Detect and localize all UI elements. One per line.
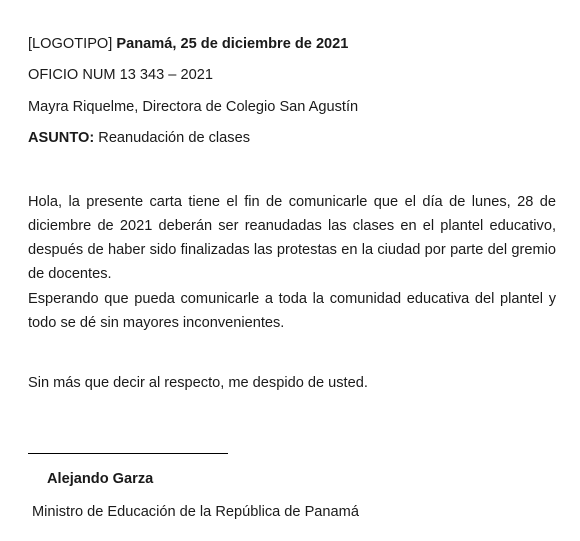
signer-title: Ministro de Educación de la República de Panamá bbox=[32, 504, 359, 520]
office-number: OFICIO NUM 13 343 – 2021 bbox=[28, 67, 213, 83]
body-paragraph-1: Hola, la presente carta tiene el fin de comunicarle que el día de lunes, 28 de diciembre de 2021 deberán ser reanudadas las clases en el plantel educativo, después de haber sido finalizadas las protestas en la ciudad por parte del gremio de docentes. bbox=[28, 194, 556, 282]
subject-label: ASUNTO: bbox=[28, 130, 95, 146]
header-line bbox=[28, 35, 348, 53]
body-paragraph-2: Esperando que pueda comunicarle a toda la comunidad educativa del plantel y todo se dé sin mayores inconvenientes. bbox=[28, 291, 556, 331]
signature-line bbox=[28, 453, 228, 454]
subject-line bbox=[28, 129, 250, 147]
closing-line: Sin más que decir al respecto, me despido de usted. bbox=[28, 375, 368, 391]
signer-name: Alejando Garza bbox=[47, 471, 154, 487]
place-date: Panamá, 25 de diciembre de 2021 bbox=[116, 36, 349, 52]
subject-text: Reanudación de clases bbox=[98, 130, 250, 146]
logo-placeholder: [LOGOTIPO] bbox=[28, 36, 113, 52]
recipient: Mayra Riquelme, Directora de Colegio San Agustín bbox=[28, 99, 359, 115]
